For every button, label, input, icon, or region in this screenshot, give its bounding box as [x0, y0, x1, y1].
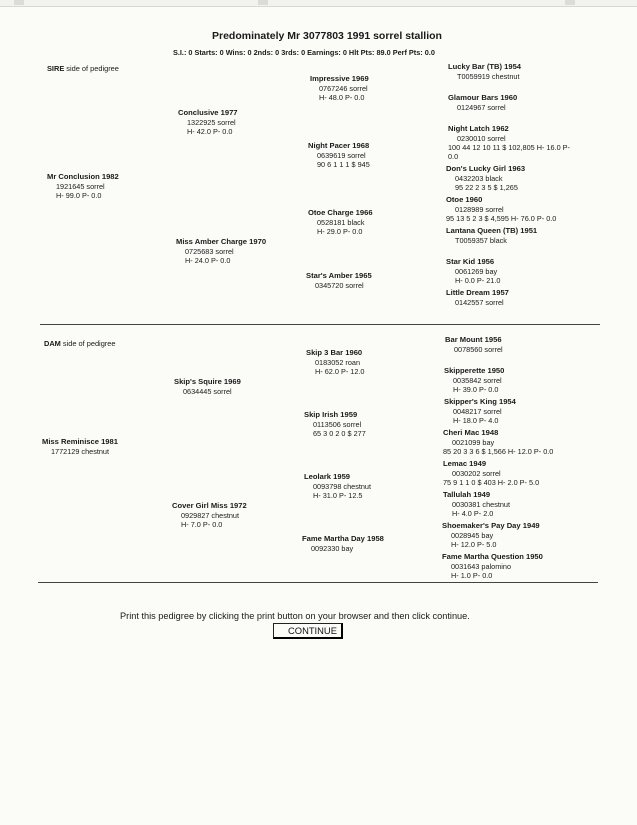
horse-detail: 0639619 sorrel	[317, 151, 366, 160]
horse-name: Otoe 1960	[446, 195, 483, 204]
horse-detail: 1772129 chestnut	[51, 447, 110, 456]
horse-detail: 75 9 1 1 0 $ 403 H- 2.0 P- 5.0	[443, 478, 540, 487]
horse-name: Skipperette 1950	[444, 366, 505, 375]
horse-entry	[178, 108, 238, 136]
horse-entry	[176, 237, 266, 265]
horse-detail: 0634445 sorrel	[183, 387, 232, 396]
horse-detail: 0929827 chestnut	[181, 511, 240, 520]
horse-detail: H- 29.0 P- 0.0	[317, 227, 363, 236]
horse-entry	[446, 288, 509, 307]
horse-name: Cover Girl Miss 1972	[172, 501, 247, 510]
horse-entry	[443, 490, 510, 518]
horse-detail: 90 6 1 1 1 $ 945	[317, 160, 370, 169]
horse-detail: 0345720 sorrel	[315, 281, 364, 290]
horse-entry	[174, 377, 241, 396]
horse-name: Glamour Bars 1960	[448, 93, 518, 102]
horse-detail: 0093798 chestnut	[313, 482, 372, 491]
horse-name: Don's Lucky Girl 1963	[446, 164, 526, 173]
horse-name: Skip Irish 1959	[304, 410, 358, 419]
horse-entry	[446, 195, 556, 223]
horse-entry	[442, 552, 543, 580]
horse-detail: 0030202 sorrel	[452, 469, 501, 478]
horse-name: Little Dream 1957	[446, 288, 509, 297]
print-instruction: Print this pedigree by clicking the print button on your browser and then click continue.	[120, 611, 470, 621]
horse-name: Tallulah 1949	[443, 490, 491, 499]
horse-detail: 0528181 black	[317, 218, 365, 227]
horse-detail: 0031643 palomino	[451, 562, 512, 571]
horse-entry	[310, 74, 369, 102]
page-title: Predominately Mr 3077803 1991 sorrel stallion	[212, 30, 442, 42]
horse-detail: 65 3 0 2 0 $ 277	[313, 429, 366, 438]
horse-detail: H- 12.0 P- 5.0	[451, 540, 497, 549]
scan-top-edge	[0, 0, 637, 7]
horse-detail: H- 4.0 P- 2.0	[452, 509, 494, 518]
horse-entry	[446, 257, 500, 285]
horse-detail: H- 18.0 P- 4.0	[453, 416, 499, 425]
horse-entry	[308, 208, 373, 236]
horse-entry	[443, 459, 539, 487]
horse-detail: H- 24.0 P- 0.0	[185, 256, 231, 265]
horse-name: Cheri Mac 1948	[443, 428, 499, 437]
horse-detail: 95 13 5 2 3 $ 4,595 H- 76.0 P- 0.0	[446, 214, 557, 223]
horse-detail: 0183052 roan	[315, 358, 361, 367]
horse-name: Night Pacer 1968	[308, 141, 370, 150]
horse-detail: H- 39.0 P- 0.0	[453, 385, 499, 394]
horse-detail: H- 31.0 P- 12.5	[313, 491, 363, 500]
horse-detail: H- 0.0 P- 21.0	[455, 276, 501, 285]
horse-entry	[306, 271, 372, 290]
horse-entry	[445, 335, 503, 354]
horse-entry	[444, 366, 504, 394]
horse-name: Conclusive 1977	[178, 108, 238, 117]
horse-entry	[448, 124, 570, 161]
horse-detail: 0767246 sorrel	[319, 84, 368, 93]
scan-mark	[14, 0, 24, 5]
horse-entry	[172, 501, 247, 529]
horse-name: Night Latch 1962	[448, 124, 509, 133]
horse-detail: 1322925 sorrel	[187, 118, 236, 127]
horse-entry	[446, 164, 525, 192]
horse-name: Mr Conclusion 1982	[47, 172, 119, 181]
horse-detail: H- 48.0 P- 0.0	[319, 93, 365, 102]
horse-detail: 0035842 sorrel	[453, 376, 502, 385]
horse-entry	[443, 428, 553, 456]
horse-entry	[306, 348, 364, 376]
horse-detail: 100 44 12 10 11 $ 102,805 H- 16.0 P-	[448, 143, 570, 152]
horse-name: Lucky Bar (TB) 1954	[448, 62, 522, 71]
horse-detail: 95 22 2 3 5 $ 1,265	[455, 183, 518, 192]
horse-entry	[448, 93, 517, 112]
horse-name: Lemac 1949	[443, 459, 487, 468]
horse-name: Miss Reminisce 1981	[42, 437, 118, 446]
sire-side-label: SIRE side of pedigree	[47, 64, 119, 73]
horse-detail: 0230010 sorrel	[457, 134, 506, 143]
horse-name: Star's Amber 1965	[306, 271, 372, 280]
horse-entry	[308, 141, 370, 169]
horse-entry	[42, 437, 118, 456]
horse-detail: 0048217 sorrel	[453, 407, 502, 416]
horse-detail: 0725683 sorrel	[185, 247, 234, 256]
horse-entry	[47, 172, 119, 200]
horse-detail: 0021099 bay	[452, 438, 495, 447]
horse-entry	[442, 521, 540, 549]
horse-detail: 0113506 sorrel	[313, 420, 362, 429]
horse-detail: H- 62.0 P- 12.0	[315, 367, 365, 376]
horse-name: Skip's Squire 1969	[174, 377, 241, 386]
horse-detail: 0124967 sorrel	[457, 103, 506, 112]
horse-detail: H- 1.0 P- 0.0	[451, 571, 493, 580]
continue-button[interactable]: CONTINUE	[273, 623, 343, 639]
horse-detail: 0061269 bay	[455, 267, 498, 276]
horse-detail: 0.0	[448, 152, 459, 161]
horse-detail: 0028945 bay	[451, 531, 494, 540]
horse-detail: H- 7.0 P- 0.0	[181, 520, 223, 529]
horse-detail: 1921645 sorrel	[56, 182, 105, 191]
horse-detail: 0142557 sorrel	[455, 298, 504, 307]
horse-name: Fame Martha Day 1958	[302, 534, 384, 543]
horse-detail: H- 42.0 P- 0.0	[187, 127, 233, 136]
horse-name: Otoe Charge 1966	[308, 208, 373, 217]
stats-line: S.I.: 0 Starts: 0 Wins: 0 2nds: 0 3rds: 0 Earnings: 0 Hlt Pts: 89.0 Perf Pts: 0.0	[173, 48, 435, 57]
scan-mark	[258, 0, 268, 5]
horse-entry	[304, 472, 371, 500]
horse-detail: T0059919 chestnut	[457, 72, 520, 81]
horse-name: Skipper's King 1954	[444, 397, 516, 406]
horse-name: Star Kid 1956	[446, 257, 495, 266]
horse-detail: 0128989 sorrel	[455, 205, 504, 214]
horse-name: Leolark 1959	[304, 472, 351, 481]
horse-entry	[444, 397, 516, 425]
horse-name: Lantana Queen (TB) 1951	[446, 226, 538, 235]
horse-name: Impressive 1969	[310, 74, 369, 83]
horse-name: Bar Mount 1956	[445, 335, 502, 344]
horse-detail: 85 20 3 3 6 $ 1,566 H- 12.0 P- 0.0	[443, 447, 554, 456]
horse-detail: H- 99.0 P- 0.0	[56, 191, 102, 200]
horse-name: Miss Amber Charge 1970	[176, 237, 267, 246]
divider	[40, 324, 600, 325]
horse-entry	[302, 534, 384, 553]
horse-detail: T0059357 black	[455, 236, 507, 245]
horse-detail: 0432203 black	[455, 174, 503, 183]
horse-entry	[448, 62, 521, 81]
horse-detail: 0092330 bay	[311, 544, 354, 553]
divider	[38, 582, 598, 583]
scan-mark	[565, 0, 575, 5]
horse-detail: 0030381 chestnut	[452, 500, 511, 509]
dam-side-label: DAM side of pedigree	[44, 339, 116, 348]
horse-name: Skip 3 Bar 1960	[306, 348, 363, 357]
horse-name: Fame Martha Question 1950	[442, 552, 543, 561]
horse-entry	[446, 226, 537, 245]
horse-detail: 0078560 sorrel	[454, 345, 503, 354]
horse-name: Shoemaker's Pay Day 1949	[442, 521, 540, 530]
horse-entry	[304, 410, 366, 438]
